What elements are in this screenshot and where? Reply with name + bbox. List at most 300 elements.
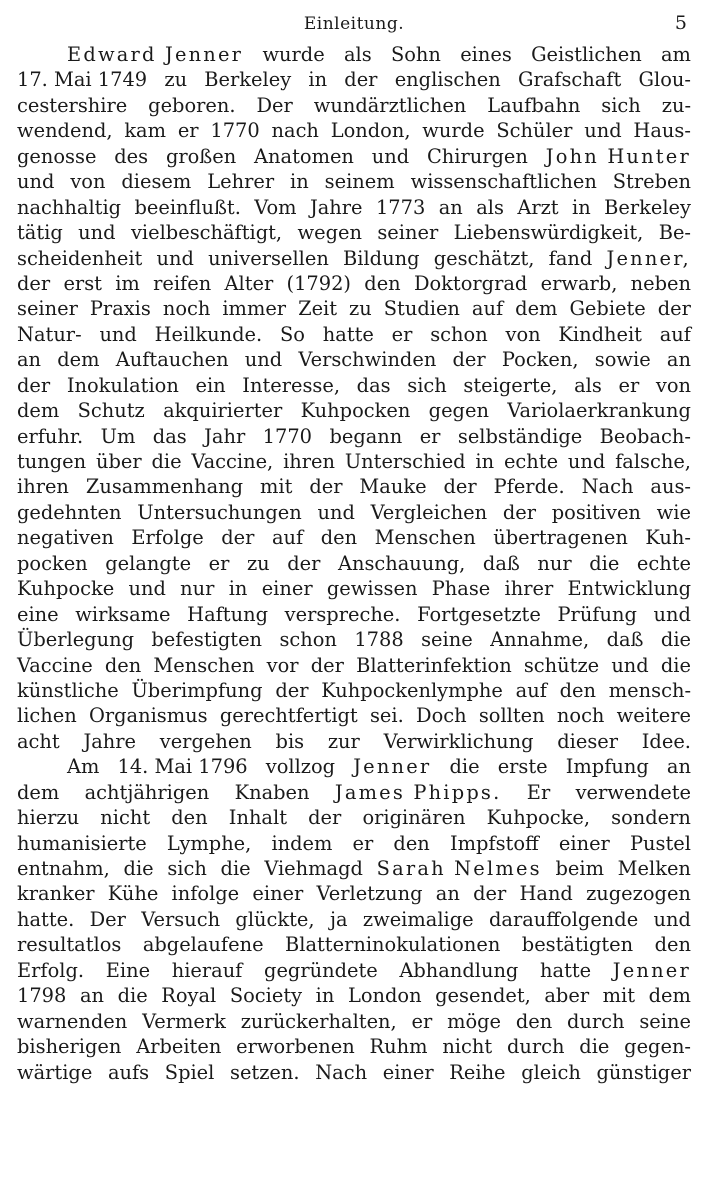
word: er <box>208 551 230 575</box>
word: die <box>589 551 620 575</box>
word: Verwirklichung <box>383 729 534 753</box>
text-line <box>17 195 691 220</box>
text-line <box>17 42 691 67</box>
word: der <box>275 678 309 702</box>
word: schütze <box>523 653 600 677</box>
word: Pocken, <box>501 348 579 372</box>
text-line <box>17 271 691 296</box>
word: großen <box>165 144 237 168</box>
word: 1773 <box>375 195 426 219</box>
word: wirksame <box>75 602 171 626</box>
word: Gebiete <box>569 297 646 321</box>
word: Knaben <box>234 780 310 804</box>
word: und <box>371 144 410 168</box>
word: gegen- <box>624 1035 691 1059</box>
word: als <box>574 373 602 397</box>
word: hierzu <box>17 806 80 830</box>
word: den <box>104 653 142 677</box>
word: pocken <box>17 551 88 575</box>
word: akquirierter <box>163 399 283 423</box>
word: seinem <box>324 170 395 194</box>
word: Haus- <box>633 119 691 143</box>
word: Edward Jenner <box>67 43 244 66</box>
word: Impfung <box>565 755 649 779</box>
text-line <box>17 474 691 499</box>
word: der <box>221 526 255 550</box>
word: Arzt <box>517 195 559 219</box>
word: Erfolge <box>131 526 204 550</box>
word: Royal <box>161 984 217 1008</box>
word: Verschwinden <box>298 348 437 372</box>
word: erst <box>63 271 102 295</box>
word: einer <box>558 831 610 855</box>
word: auf <box>515 678 547 702</box>
word: Kühe <box>107 882 159 906</box>
text-line <box>17 856 691 881</box>
word: darauffolgende <box>488 907 639 931</box>
word: nicht <box>442 1035 493 1059</box>
word: Blatterninokulationen <box>285 933 501 957</box>
word: infolge <box>171 882 240 906</box>
text-line <box>17 653 691 678</box>
word: und <box>17 170 55 194</box>
word: Schüler <box>496 119 573 143</box>
word: erste <box>497 755 548 779</box>
word: hatte <box>540 958 592 982</box>
word: Viehmagd <box>264 857 363 880</box>
word: scheidenheit <box>17 246 143 270</box>
text-line <box>17 1009 691 1034</box>
word: Eine <box>105 958 151 982</box>
word: und <box>653 907 691 931</box>
word: Annahme, <box>490 628 590 652</box>
word: Schutz <box>77 399 145 423</box>
word: der <box>17 271 51 295</box>
word: ja <box>329 907 348 931</box>
word: Glou- <box>638 68 691 92</box>
word: übertragenen <box>493 526 628 550</box>
text-line <box>17 805 691 830</box>
word: Sohn <box>390 43 441 66</box>
word: Anschauung, <box>337 551 466 575</box>
word: erfuhr. <box>17 424 84 448</box>
word: der <box>287 551 321 575</box>
word: künstliche <box>17 678 119 702</box>
text-line <box>17 424 691 449</box>
word: weitere <box>616 704 691 728</box>
word: dem <box>648 984 691 1008</box>
word: von <box>70 170 106 194</box>
word: an <box>435 882 460 906</box>
text-line <box>17 322 691 347</box>
word: geschätzt, <box>433 246 535 270</box>
word: bis <box>275 729 305 753</box>
word: sondern <box>611 806 691 830</box>
word: Anatomen <box>254 144 354 168</box>
word: einer <box>252 882 304 906</box>
word: gegen <box>428 399 489 423</box>
word: einer <box>382 1060 434 1084</box>
text-line <box>17 754 691 779</box>
word: erworbenen <box>236 1035 355 1059</box>
word: Melken <box>617 857 691 880</box>
word: Vermerk <box>142 1009 226 1033</box>
text-line <box>17 958 691 983</box>
word: Verletzung <box>316 882 423 906</box>
word: er <box>177 119 199 143</box>
word: Laufbahn <box>487 93 581 117</box>
word: Er <box>526 780 551 804</box>
word: durch <box>506 1035 565 1059</box>
word: und <box>244 348 283 372</box>
text-line <box>17 678 691 703</box>
word: von <box>655 373 691 397</box>
word: bestätigten <box>521 933 634 957</box>
word: mensch- <box>608 678 691 702</box>
word: positiven <box>551 500 641 524</box>
word: und <box>156 246 194 270</box>
word: den <box>364 271 401 295</box>
word: Untersuchungen <box>137 500 302 524</box>
text-line <box>17 118 691 143</box>
word: neben <box>630 271 691 295</box>
word: beim <box>555 857 604 880</box>
word: wissenschaftlichen <box>410 170 597 194</box>
word: die <box>579 1035 610 1059</box>
word: Ruhm <box>369 1035 428 1059</box>
word: Variolaerkrankung <box>507 399 691 423</box>
word: lichen <box>17 704 77 728</box>
word: Lehrer <box>207 170 275 194</box>
word: geboren. <box>148 93 236 117</box>
word: Society <box>229 984 303 1008</box>
word: vollzog <box>265 755 336 779</box>
word: in <box>308 68 328 92</box>
word: die <box>449 755 480 779</box>
text-line <box>17 1034 691 1059</box>
word: am <box>660 43 691 66</box>
word: dem <box>515 297 558 321</box>
text-line <box>17 169 691 194</box>
word: günstiger <box>596 1060 691 1084</box>
word: London <box>347 984 422 1008</box>
word: der <box>344 68 378 92</box>
word: Lymphe, <box>166 831 252 855</box>
text-line <box>17 525 691 550</box>
word: an <box>438 195 463 219</box>
body-text <box>17 42 691 1085</box>
word: der <box>452 348 486 372</box>
word: er <box>352 831 374 855</box>
word: sei. <box>369 704 404 728</box>
word: Jenner <box>612 958 691 982</box>
word: Jahr <box>204 424 246 448</box>
word: Jenner <box>353 755 432 779</box>
word: in <box>290 170 309 194</box>
word: wegen <box>297 221 362 245</box>
word: sich <box>167 857 207 880</box>
word: acht <box>17 729 60 753</box>
word: entnahm, <box>17 857 110 880</box>
text-line <box>17 67 691 92</box>
running-title: Einleitung. <box>303 14 405 34</box>
word: dieser <box>557 729 619 753</box>
word: Haftung <box>187 602 268 626</box>
word: auf <box>271 526 304 550</box>
word: humanisierte <box>17 831 147 855</box>
word: Bildung <box>343 246 420 270</box>
text-line <box>17 1060 691 1085</box>
word: tätig <box>17 221 63 245</box>
word: Kuhpocke, <box>486 806 591 830</box>
word: Vaccine, <box>191 450 274 473</box>
word: aus- <box>650 475 691 499</box>
word: wundärztlichen <box>313 93 467 117</box>
word: als <box>343 43 372 66</box>
word: Kuhpocke <box>17 577 115 601</box>
word: Der <box>256 93 293 117</box>
word: Praxis <box>89 297 151 321</box>
word: zugezogen <box>586 882 691 906</box>
word: reifen <box>153 271 212 295</box>
word: eine <box>17 602 59 626</box>
word: der <box>657 297 691 321</box>
paragraph <box>17 754 691 1085</box>
word: vergehen <box>159 729 252 753</box>
word: Be- <box>658 221 691 245</box>
word: und <box>653 602 691 626</box>
word: Doktorgrad <box>413 271 528 295</box>
word: auf <box>659 322 691 346</box>
word: und <box>611 653 649 677</box>
word: achtjährigen <box>84 780 210 804</box>
word: der <box>308 806 342 830</box>
word: ihrer <box>504 577 554 601</box>
word: nur <box>180 577 215 601</box>
word: befestigten <box>151 628 263 652</box>
word: Prüfung <box>557 602 637 626</box>
word: Inokulation <box>66 373 179 397</box>
word: universellen <box>208 246 329 270</box>
word: kam <box>124 119 167 143</box>
word: Jahre <box>309 195 363 219</box>
text-line <box>17 500 691 525</box>
text-line <box>17 373 691 398</box>
word: wurde <box>262 43 325 66</box>
word: Kuh- <box>645 526 691 550</box>
word: negativen <box>17 526 114 550</box>
word: mit <box>602 984 636 1008</box>
word: Zeit <box>298 297 338 321</box>
word: Heilkunde. <box>154 322 263 346</box>
word: seiner <box>17 297 78 321</box>
word: Unterschied <box>344 450 466 473</box>
word: dem <box>17 399 60 423</box>
word: Doch <box>416 704 467 728</box>
word: begann <box>329 424 403 448</box>
word: dem <box>17 780 60 804</box>
word: vielbeschäftigt, <box>130 221 283 245</box>
word: Geistlichen <box>531 43 642 66</box>
word: kranker <box>17 882 95 906</box>
running-head <box>17 8 691 42</box>
word: den <box>320 526 358 550</box>
word: Versuch <box>141 907 221 931</box>
word: eines <box>460 43 512 66</box>
text-line <box>17 93 691 118</box>
word: zurückerhalten, <box>240 1009 397 1033</box>
word: die <box>117 984 148 1008</box>
word: und <box>317 500 355 524</box>
word: Hand <box>519 882 573 906</box>
word: er <box>419 424 441 448</box>
word: ein <box>195 373 226 397</box>
word: Streben <box>612 170 691 194</box>
word: gerechtfertigt <box>219 704 358 728</box>
word: und <box>78 221 116 245</box>
word: London, <box>330 119 411 143</box>
word: falsche, <box>615 450 691 473</box>
word: diesem <box>121 170 192 194</box>
word: seine <box>421 628 473 652</box>
word: Kuhpocken <box>300 399 411 423</box>
word: die <box>220 857 251 880</box>
word: 1770 <box>210 119 260 143</box>
word: warnenden <box>17 1009 128 1033</box>
word: sich <box>601 93 641 117</box>
text-line <box>17 296 691 321</box>
word: an <box>17 348 42 372</box>
word: verwendete <box>575 780 691 804</box>
word: immer <box>222 297 287 321</box>
word: wie <box>656 500 691 524</box>
word: nicht <box>100 806 151 830</box>
word: nach <box>271 119 319 143</box>
word: Interesse, <box>242 373 340 397</box>
word: schon <box>279 628 337 652</box>
word: Am <box>67 755 100 779</box>
word: gegründete <box>264 958 378 982</box>
word: zu <box>246 551 270 575</box>
word: gewissen <box>326 577 418 601</box>
word: Inhalt <box>228 806 287 830</box>
word: der <box>502 500 537 524</box>
word: Spiel <box>164 1060 215 1084</box>
word: von <box>505 322 541 346</box>
word: den <box>515 1009 553 1033</box>
word: wurde <box>422 119 485 143</box>
word: 1798 <box>17 984 67 1008</box>
word: vor <box>266 653 299 677</box>
word: seiner <box>377 221 439 245</box>
word: mit <box>259 475 293 499</box>
word: sich <box>407 373 447 397</box>
word: Phase <box>431 577 491 601</box>
text-line <box>17 983 691 1008</box>
word: gedehnten <box>17 500 122 524</box>
word: in <box>315 984 335 1008</box>
word: daß <box>606 628 644 652</box>
word: selbständige <box>457 424 583 448</box>
word: Kuhpockenlymphe <box>321 678 503 702</box>
word: Arbeiten <box>136 1035 222 1059</box>
word: glückte, <box>235 907 315 931</box>
word: durch <box>567 1009 625 1033</box>
word: zu <box>349 297 372 321</box>
word: gleich <box>521 1060 581 1084</box>
word: und <box>99 322 137 346</box>
word: möge <box>447 1009 502 1033</box>
word: Überlegung <box>17 628 134 652</box>
word: über <box>95 450 142 473</box>
word: Liebenswürdigkeit, <box>453 221 644 245</box>
word: Kindheit <box>558 322 642 346</box>
word: in <box>572 195 591 219</box>
word: (1792) <box>286 271 351 295</box>
word: daß <box>482 551 520 575</box>
word: den <box>393 831 430 855</box>
word: der <box>443 475 477 499</box>
word: bisherigen <box>17 1035 122 1059</box>
word: das <box>152 424 187 448</box>
word: Erfolg. <box>17 958 85 982</box>
word: Nach <box>315 1060 368 1084</box>
word: nur <box>537 551 572 575</box>
text-line <box>17 831 691 856</box>
word: Grafschaft <box>517 68 622 92</box>
word: der <box>17 373 51 397</box>
word: schon <box>430 322 488 346</box>
word: resultatlos <box>17 933 122 957</box>
word: gelangte <box>105 551 192 575</box>
word: das <box>356 373 391 397</box>
word: Abhandlung <box>399 958 519 982</box>
word: zu- <box>661 93 691 117</box>
text-line <box>17 551 691 576</box>
word: Reihe <box>449 1060 506 1084</box>
word: Berkeley <box>604 195 691 219</box>
word: sollten <box>478 704 545 728</box>
word: Jahre <box>83 729 137 753</box>
word: die <box>660 653 691 677</box>
word: Blatterinfektion <box>356 653 512 677</box>
word: 1788 <box>354 628 404 652</box>
word: erwarb, <box>540 271 618 295</box>
text-line <box>17 932 691 957</box>
word: er <box>411 1009 433 1033</box>
word: Pferde. <box>493 475 565 499</box>
word: zu <box>164 68 188 92</box>
word: und <box>567 450 606 473</box>
word: an <box>666 755 691 779</box>
text-line <box>17 347 691 372</box>
word: fand <box>548 246 593 270</box>
word: hierauf <box>171 958 243 982</box>
word: So <box>280 322 305 346</box>
word: Impfstoff <box>449 831 539 855</box>
word: wendend, <box>17 119 113 143</box>
word: Beobach- <box>599 424 691 448</box>
word: verspreche. <box>284 602 401 626</box>
word: wärtige <box>17 1060 93 1084</box>
word: Chirurgen <box>426 144 528 168</box>
word: beeinflußt. <box>134 195 241 219</box>
word: Der <box>89 907 126 931</box>
word: 1770 <box>262 424 313 448</box>
word: Entwicklung <box>567 577 691 601</box>
word: hatte. <box>17 907 75 931</box>
word: an <box>666 348 691 372</box>
